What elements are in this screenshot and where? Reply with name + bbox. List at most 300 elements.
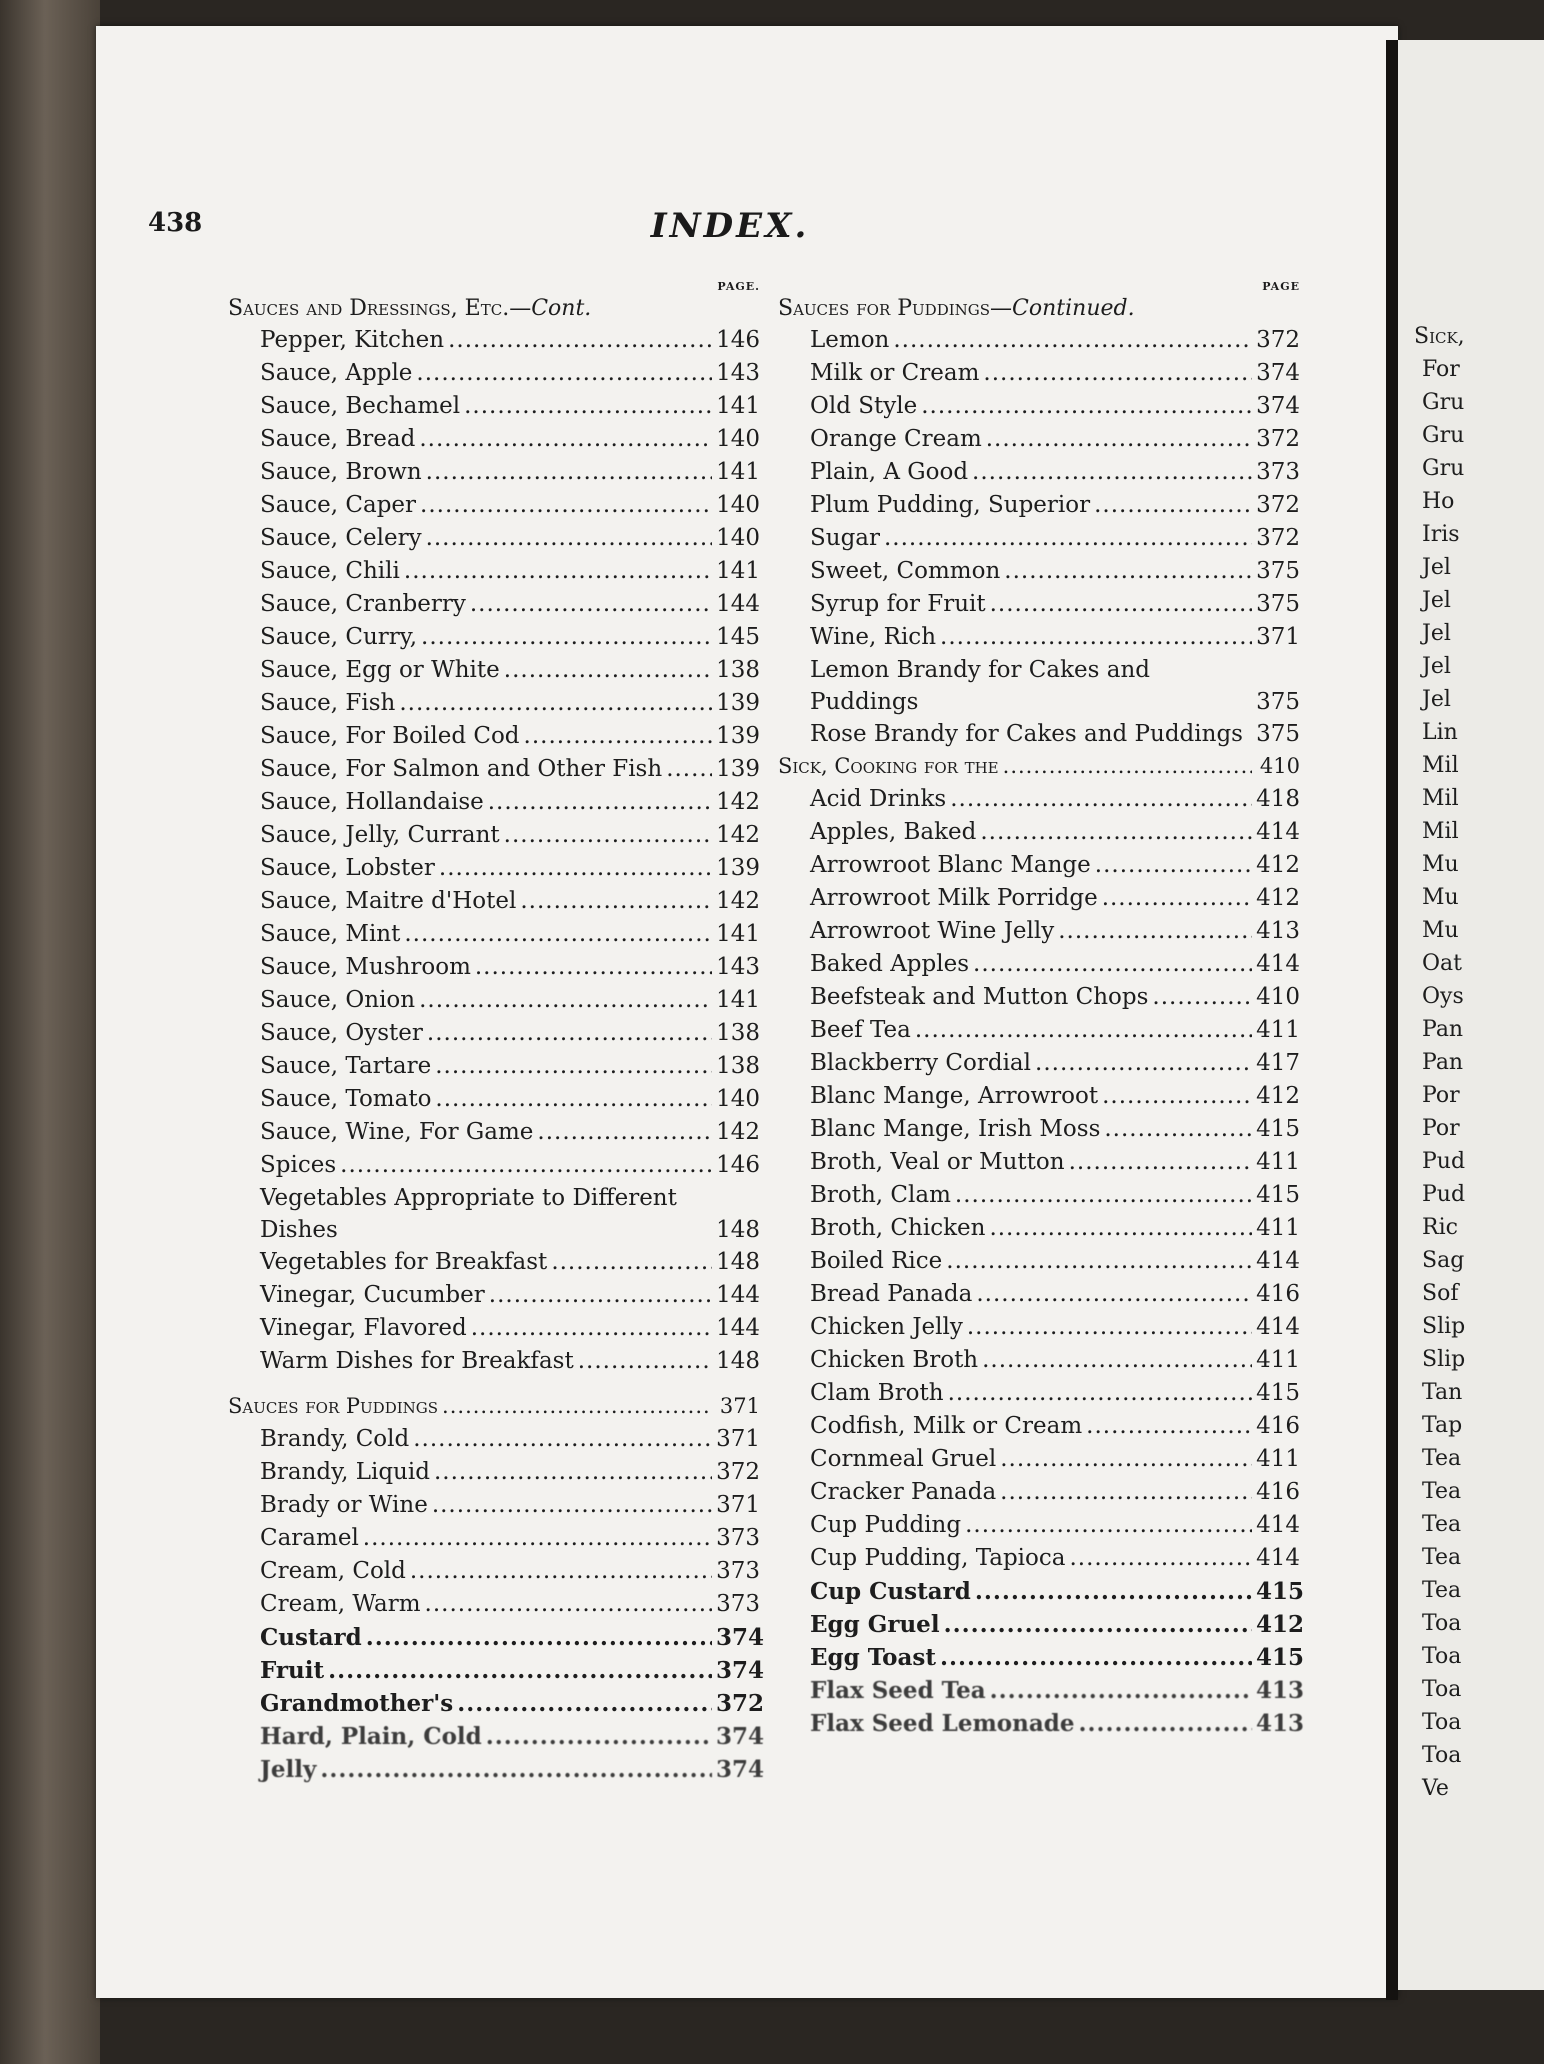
entry-page: 414	[1256, 1545, 1300, 1571]
index-entry	[228, 720, 760, 753]
section-name: Sauces for Puddings	[228, 1394, 439, 1418]
entry-name: Orange Cream	[810, 426, 982, 452]
leader-dots	[471, 1312, 712, 1345]
entry-page: 141	[716, 921, 760, 947]
index-entry	[778, 1707, 1305, 1740]
section-heading	[778, 294, 1300, 324]
running-head: INDEX.	[650, 206, 810, 246]
entry-name: Jelly	[260, 1756, 317, 1783]
entry-name: Apples, Baked	[810, 819, 977, 845]
facing-page-fragment: For	[1422, 357, 1460, 382]
entry-name: Chicken Jelly	[810, 1314, 963, 1340]
entry-name: Blackberry Cordial	[810, 1050, 1032, 1076]
entry-page: 414	[1256, 951, 1300, 977]
leader-dots	[986, 423, 1252, 456]
facing-page-fragment: Gru	[1422, 390, 1465, 415]
entry-name: Vegetables Appropriate to Different Dishes	[260, 1185, 677, 1243]
index-entry	[228, 423, 760, 456]
index-entry	[228, 1246, 760, 1279]
index-entry	[778, 588, 1300, 621]
entry-page: 140	[716, 525, 760, 551]
entry-name: Cup Pudding	[810, 1512, 962, 1538]
facing-page-fragment: Jel	[1422, 687, 1451, 712]
entry-list	[228, 1423, 765, 1786]
entry-page: 415	[1256, 1182, 1300, 1208]
entry-name: Sauce, Mint	[260, 921, 401, 947]
entry-page: 139	[716, 690, 760, 716]
index-entry	[228, 1149, 760, 1182]
index-entry	[228, 984, 760, 1017]
facing-page-fragment: Toa	[1422, 1743, 1462, 1768]
entry-page: 138	[716, 657, 760, 683]
entry-page: 415	[1256, 1644, 1305, 1671]
index-entry	[778, 849, 1300, 882]
entry-name: Brandy, Liquid	[260, 1459, 430, 1485]
leader-dots	[448, 324, 712, 357]
entry-name: Old Style	[810, 393, 918, 419]
leader-dots	[435, 1083, 712, 1116]
leader-dots	[426, 456, 712, 489]
entry-name: Plum Pudding, Superior	[810, 492, 1091, 518]
facing-page-fragment: Tea	[1422, 1545, 1462, 1570]
entry-name: Broth, Clam	[810, 1182, 951, 1208]
index-entry	[778, 981, 1300, 1014]
entry-page: 143	[716, 954, 760, 980]
entry-page: 411	[1256, 1215, 1300, 1241]
entry-name: Arrowroot Wine Jelly	[810, 918, 1055, 944]
facing-page-fragment: Ho	[1422, 489, 1455, 514]
index-entry	[778, 718, 1300, 750]
entry-name: Sauce, Tomato	[260, 1086, 432, 1112]
page-column-label: PAGE.	[717, 280, 760, 293]
leader-dots	[489, 1279, 712, 1312]
entry-page: 413	[1256, 1677, 1305, 1704]
entry-page: 373	[716, 1558, 760, 1584]
leader-dots	[416, 357, 712, 390]
index-entry	[228, 357, 760, 390]
leader-dots	[410, 1555, 712, 1588]
facing-page-fragment: Iris	[1422, 522, 1460, 547]
entry-page: 375	[1256, 558, 1300, 584]
leader-dots	[426, 522, 712, 555]
leader-dots	[1078, 1707, 1252, 1740]
entry-page: 373	[716, 1525, 760, 1551]
leader-dots	[972, 456, 1252, 489]
entry-name: Pepper, Kitchen	[260, 327, 445, 353]
index-entry	[778, 1509, 1300, 1542]
leader-dots	[475, 951, 712, 984]
entry-name: Brandy, Cold	[260, 1426, 410, 1452]
entry-page: 140	[716, 1086, 760, 1112]
entry-page: 139	[716, 756, 760, 782]
facing-page-fragment: Tea	[1422, 1446, 1462, 1471]
facing-page-fragment: Gru	[1422, 456, 1465, 481]
index-entry	[228, 1423, 760, 1456]
entry-page: 374	[716, 1723, 765, 1750]
facing-page-fragment: Mil	[1422, 753, 1459, 778]
leader-dots	[976, 1278, 1252, 1311]
entry-name: Arrowroot Blanc Mange	[810, 852, 1091, 878]
entry-name: Flax Seed Tea	[810, 1677, 986, 1704]
index-entry	[228, 1456, 760, 1489]
index-entry	[778, 882, 1300, 915]
leader-dots	[1102, 1080, 1252, 1113]
leader-dots	[363, 1522, 712, 1555]
entry-page: 142	[716, 822, 760, 848]
entry-page: 413	[1256, 918, 1300, 944]
entry-name: Sauce, For Boiled Cod	[260, 723, 520, 749]
facing-page-fragment: Pud	[1422, 1182, 1466, 1207]
index-entry	[228, 654, 760, 687]
leader-dots	[432, 1489, 712, 1522]
entry-name: Vinegar, Flavored	[260, 1315, 467, 1341]
leader-dots	[884, 522, 1252, 555]
index-entry	[228, 1489, 760, 1522]
entry-name: Bread Panada	[810, 1281, 973, 1307]
index-entry	[778, 555, 1300, 588]
entry-page: 148	[716, 1217, 760, 1243]
index-entry	[228, 1116, 760, 1149]
leader-dots	[1000, 1476, 1252, 1509]
facing-page-fragment: Mu	[1422, 852, 1459, 877]
entry-name: Sauce, Bread	[260, 426, 416, 452]
index-entry	[778, 1278, 1300, 1311]
leader-dots	[420, 489, 712, 522]
entry-name: Clam Broth	[810, 1380, 944, 1406]
leader-dots	[434, 1456, 712, 1489]
entry-name: Wine, Rich	[810, 624, 937, 650]
index-entry	[778, 1311, 1300, 1344]
leader-dots	[990, 1674, 1252, 1707]
index-entry	[778, 915, 1300, 948]
leader-dots	[439, 852, 712, 885]
entry-page: 142	[716, 1119, 760, 1145]
leader-dots	[973, 948, 1252, 981]
entry-page: 141	[716, 393, 760, 419]
facing-page-fragment: Jel	[1422, 654, 1451, 679]
facing-page-fragment: Mu	[1422, 885, 1459, 910]
leader-dots	[944, 1608, 1252, 1641]
entry-name: Fruit	[260, 1657, 325, 1684]
index-entry	[228, 390, 760, 423]
entry-list	[228, 324, 760, 1182]
leader-dots	[419, 984, 712, 1017]
leader-dots	[578, 1345, 712, 1378]
entry-name: Grandmother's	[260, 1690, 454, 1717]
entry-name: Sauce, Hollandaise	[260, 789, 484, 815]
index-entry	[778, 1476, 1300, 1509]
leader-dots	[486, 1720, 712, 1753]
leader-dots	[340, 1149, 712, 1182]
index-entry	[228, 1182, 760, 1246]
leader-dots	[940, 1641, 1252, 1674]
leader-dots	[470, 588, 712, 621]
entry-page: 373	[716, 1591, 760, 1617]
entry-page: 375	[1256, 591, 1300, 617]
entry-list	[778, 324, 1300, 654]
index-entry	[228, 1588, 760, 1621]
leader-dots	[1104, 1113, 1252, 1146]
entry-page: 142	[716, 789, 760, 815]
index-entry	[228, 1017, 760, 1050]
entry-name: Boiled Rice	[810, 1248, 943, 1274]
leader-dots	[435, 1050, 712, 1083]
entry-name: Egg Toast	[810, 1644, 936, 1671]
leader-dots	[425, 1588, 712, 1621]
facing-page-fragment: Tea	[1422, 1479, 1462, 1504]
page-column-label: PAGE	[1262, 280, 1300, 293]
entry-name: Sauce, Jelly, Currant	[260, 822, 500, 848]
entry-page: 415	[1256, 1578, 1305, 1605]
entry-page: 141	[716, 987, 760, 1013]
entry-name: Sauce, Chili	[260, 558, 400, 584]
leader-dots	[1086, 1410, 1252, 1443]
facing-page-fragment: Tan	[1422, 1380, 1463, 1405]
facing-page-fragment: Toa	[1422, 1644, 1462, 1669]
leader-dots	[980, 816, 1252, 849]
leader-dots	[1035, 1047, 1252, 1080]
leader-dots	[989, 1212, 1252, 1245]
leader-dots	[551, 1246, 712, 1279]
entry-page: 412	[1256, 1611, 1305, 1638]
leader-dots	[457, 1687, 712, 1720]
facing-page-fragment: Oys	[1422, 984, 1464, 1009]
index-entry	[778, 423, 1300, 456]
entry-page: 373	[1256, 459, 1300, 485]
entry-page: 374	[716, 1756, 765, 1783]
entry-page: 415	[1256, 1116, 1300, 1142]
section-heading-text: Sauces and Dressings, Etc.—	[228, 296, 532, 321]
entry-name: Custard	[260, 1624, 362, 1651]
entry-name: Sauce, Lobster	[260, 855, 435, 881]
entry-page: 375	[1256, 721, 1300, 747]
index-entry	[778, 1608, 1305, 1641]
entry-name: Sauce, Bechamel	[260, 393, 461, 419]
facing-page-fragment: Lin	[1422, 720, 1458, 745]
leader-dots	[1102, 882, 1252, 915]
entry-name: Cracker Panada	[810, 1479, 997, 1505]
entry-page: 374	[716, 1657, 765, 1684]
leader-dots	[1058, 915, 1252, 948]
entry-page: 374	[1256, 360, 1300, 386]
leader-dots	[893, 324, 1252, 357]
entry-page: 416	[1256, 1479, 1300, 1505]
leader-dots	[504, 654, 712, 687]
index-entry	[778, 522, 1300, 555]
leader-dots	[946, 1245, 1252, 1278]
entry-name: Sauce, Cranberry	[260, 591, 466, 617]
facing-page-fragment: Ve	[1422, 1776, 1449, 1801]
section-name: Sick, Cooking for the	[778, 754, 999, 778]
leader-dots	[948, 1377, 1252, 1410]
leader-dots	[1095, 849, 1252, 882]
leader-dots	[404, 918, 712, 951]
entry-page: 372	[1256, 525, 1300, 551]
entry-page: 140	[716, 492, 760, 518]
entry-page: 410	[1256, 984, 1300, 1010]
entry-page: 414	[1256, 819, 1300, 845]
entry-name: Blanc Mange, Arrowroot	[810, 1083, 1099, 1109]
leader-dots	[1069, 1146, 1252, 1179]
index-entry	[228, 918, 760, 951]
entry-page: 372	[1256, 426, 1300, 452]
leader-dots	[419, 423, 712, 456]
entry-page: 411	[1256, 1347, 1300, 1373]
entry-name: Hard, Plain, Cold	[260, 1723, 482, 1750]
index-entry	[778, 456, 1300, 489]
entry-name: Broth, Chicken	[810, 1215, 986, 1241]
leader-dots	[442, 1390, 712, 1423]
index-entry	[778, 1014, 1300, 1047]
leader-dots	[955, 1179, 1252, 1212]
entry-name: Sauce, Oyster	[260, 1020, 423, 1046]
leader-dots	[967, 1311, 1252, 1344]
entry-page: 146	[716, 1152, 760, 1178]
entry-page: 148	[716, 1348, 760, 1374]
index-entry	[228, 489, 760, 522]
entry-page: 139	[716, 855, 760, 881]
index-entry	[778, 489, 1300, 522]
entry-name: Cornmeal Gruel	[810, 1446, 997, 1472]
entry-page: 148	[716, 1249, 760, 1275]
leader-dots	[982, 1344, 1252, 1377]
facing-page-fragment: Pud	[1422, 1149, 1466, 1174]
facing-page-fragment: Slip	[1422, 1347, 1466, 1372]
index-entry	[778, 357, 1300, 390]
entry-page: 411	[1256, 1149, 1300, 1175]
entry-name: Sauce, Brown	[260, 459, 422, 485]
index-entry	[778, 1410, 1300, 1443]
leader-dots	[366, 1621, 712, 1654]
entry-name: Caramel	[260, 1525, 359, 1551]
entry-name: Sugar	[810, 525, 880, 551]
leader-dots	[1004, 555, 1252, 588]
leader-dots	[1094, 489, 1252, 522]
leader-dots	[504, 819, 712, 852]
index-entry	[228, 1555, 760, 1588]
entry-page: 374	[1256, 393, 1300, 419]
index-entry	[778, 654, 1300, 718]
heading-continued: Cont.	[531, 296, 592, 321]
entry-page: 138	[716, 1020, 760, 1046]
index-entry	[778, 621, 1300, 654]
facing-page-fragment: Por	[1422, 1083, 1460, 1108]
index-entry	[778, 1245, 1300, 1278]
entry-name: Sauce, Curry,	[260, 624, 418, 650]
leader-dots	[915, 1014, 1252, 1047]
entry-name: Flax Seed Lemonade	[810, 1710, 1075, 1737]
index-entry	[228, 522, 760, 555]
index-entry	[778, 1212, 1300, 1245]
entry-name: Sauce, Tartare	[260, 1053, 432, 1079]
facing-page-fragments	[1408, 320, 1544, 1805]
index-entry	[778, 1575, 1305, 1608]
index-entry	[228, 1687, 765, 1720]
entry-name: Arrowroot Milk Porridge	[810, 885, 1098, 911]
entry-name: Sauce, Mushroom	[260, 954, 471, 980]
entry-page: 144	[716, 1282, 760, 1308]
entry-name: Cup Custard	[810, 1578, 971, 1605]
leader-dots	[940, 621, 1252, 654]
leader-dots	[950, 783, 1252, 816]
entry-page: 374	[716, 1624, 765, 1651]
index-entry	[778, 1641, 1305, 1674]
entry-name: Cup Pudding, Tapioca	[810, 1545, 1066, 1571]
entry-name: Vegetables for Breakfast	[260, 1249, 548, 1275]
heading-continued: Continued.	[1012, 296, 1135, 321]
leader-dots	[921, 390, 1252, 423]
index-entry	[778, 1047, 1300, 1080]
leader-dots	[427, 1017, 712, 1050]
entry-page: 140	[716, 426, 760, 452]
entry-name: Sauce, Fish	[260, 690, 396, 716]
entry-name: Chicken Broth	[810, 1347, 979, 1373]
entry-page: 371	[716, 1492, 760, 1518]
entry-page: 145	[716, 624, 760, 650]
index-entry	[778, 1179, 1300, 1212]
leader-dots	[320, 1753, 712, 1786]
entry-name: Warm Dishes for Breakfast	[260, 1348, 574, 1374]
facing-page-fragment: Mil	[1422, 786, 1459, 811]
entry-page: 412	[1256, 1083, 1300, 1109]
entry-page: 143	[716, 360, 760, 386]
entry-page: 415	[1256, 1380, 1300, 1406]
index-entry	[228, 621, 760, 654]
entry-page: 418	[1256, 786, 1300, 812]
entry-name: Sauce, Onion	[260, 987, 416, 1013]
index-entry	[228, 951, 760, 984]
entry-name: Milk or Cream	[810, 360, 980, 386]
entry-name: Egg Gruel	[810, 1611, 940, 1638]
entry-page: 372	[716, 1459, 760, 1485]
leader-dots	[1069, 1542, 1252, 1575]
entry-name: Plain, A Good	[810, 459, 969, 485]
facing-page-fragment: Por	[1422, 1116, 1460, 1141]
entry-name: Sauce, Celery	[260, 525, 422, 551]
index-entry	[228, 1345, 760, 1378]
entry-name: Sauce, For Salmon and Other Fish	[260, 756, 663, 782]
index-entry	[778, 1542, 1300, 1575]
index-entry	[228, 324, 760, 357]
index-entry	[228, 1753, 765, 1786]
entry-page: 144	[716, 591, 760, 617]
leader-dots	[1152, 981, 1252, 1014]
facing-page-fragment: Tea	[1422, 1578, 1462, 1603]
leader-dots	[983, 357, 1252, 390]
index-entry	[228, 588, 760, 621]
entry-name: Rose Brandy for Cakes and Puddings	[810, 721, 1243, 747]
leader-dots	[328, 1654, 712, 1687]
index-entry	[778, 324, 1300, 357]
section-page: 410	[1259, 754, 1300, 778]
entry-list	[778, 783, 1305, 1740]
facing-page-fragment: Mil	[1422, 819, 1459, 844]
leader-dots	[464, 390, 712, 423]
entry-page: 372	[1256, 327, 1300, 353]
leader-dots	[413, 1423, 712, 1456]
entry-page: 375	[1256, 689, 1300, 715]
leader-dots	[421, 621, 712, 654]
book-gutter	[1386, 40, 1398, 2000]
left-column	[228, 280, 765, 1786]
section-page: 371	[719, 1394, 760, 1418]
leader-dots	[488, 786, 712, 819]
leader-dots	[1003, 750, 1252, 783]
entry-page: 142	[716, 888, 760, 914]
section-heading	[228, 294, 760, 324]
entry-name: Lemon Brandy for Cakes and Puddings	[810, 657, 1151, 715]
entry-page: 416	[1256, 1413, 1300, 1439]
